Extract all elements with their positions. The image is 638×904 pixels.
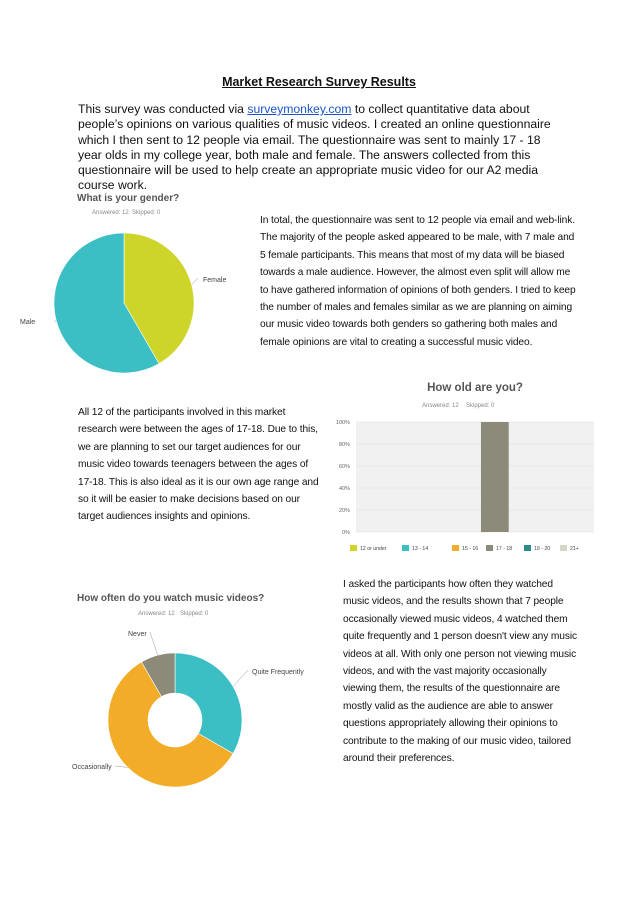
gender-skipped: Skipped: 0 <box>132 210 161 216</box>
intro-text-start: This survey was conducted via <box>78 102 248 116</box>
legend-label: 12 or under <box>360 546 387 552</box>
y-tick-label: 80% <box>338 442 350 448</box>
legend-swatch <box>560 545 567 551</box>
gender-question-title: What is your gender? <box>77 193 180 204</box>
legend-swatch <box>350 545 357 551</box>
page-title: Market Research Survey Results <box>222 75 416 89</box>
surveymonkey-link[interactable]: surveymonkey.com <box>247 102 352 116</box>
y-tick-label: 40% <box>338 486 350 492</box>
y-tick-label: 20% <box>338 508 350 514</box>
watch-answered: Answered: 12 <box>138 611 175 617</box>
age-answered: Answered: 12 <box>422 403 459 409</box>
gender-analysis-text: In total, the questionnaire was sent to 12 people via email and web-link. The majority of the people asked appeared to be male, with 7 male and 5 female participants. This means that most of my data will be biased towards a male audience. However, the almost even split will allow me to have gathered information of opinions of both genders. I tried to keep the number of males and females similar as we are planning on aiming our music video towards both genders so gathering both males and female opinions are vital to creating a successful music video. <box>260 215 576 348</box>
female-leader-line <box>192 278 198 285</box>
female-label: Female <box>203 277 227 284</box>
quite-frequently-label: Quite Frequently <box>252 669 304 676</box>
y-tick-label: 0% <box>342 530 350 536</box>
legend-label: 17 - 18 <box>496 546 513 552</box>
watch-analysis-text: I asked the participants how often they watched music videos, and the results shown that 7 people occasionally viewed music videos, 4 watched them quite frequently and 1 person doesn't view any music videos at all. With only one person not viewing music videos, and with the vast majority occasionally viewing them, the results of the questionnaire are mostly valid as the audience are able to answer questions appropriately allowing their opinions to contribute to the making of our music video, tailored around their preferences. <box>343 579 578 765</box>
quite-frequently-leader-line <box>233 670 248 687</box>
never-label: Never <box>128 631 147 638</box>
intro-paragraph <box>78 102 558 194</box>
watch-skipped: Skipped: 0 <box>180 611 209 617</box>
legend-label: 19 - 20 <box>534 546 551 552</box>
bar-17-18 <box>481 422 509 532</box>
legend-swatch <box>524 545 531 551</box>
occasionally-label: Occasionally <box>72 764 112 771</box>
legend-swatch <box>486 545 493 551</box>
legend-swatch <box>402 545 409 551</box>
y-tick-label: 60% <box>338 464 350 470</box>
legend-label: 21+ <box>570 546 579 552</box>
watch-question-title: How often do you watch music videos? <box>77 593 265 604</box>
legend-label: 15 - 16 <box>462 546 479 552</box>
age-skipped: Skipped: 0 <box>466 403 495 409</box>
intro-text-end: to collect quantitative data about people’s opinions on various qualities of music videos. I created an online questionnaire which I then sent to 12 people via email. The questionnaire was sent to mainly 17 - 18 year olds in my college year, both male and female. The answers collected from this questionnaire will be used to help create an appropriate music video for our A2 media course work. <box>78 102 551 193</box>
quite-frequently-slice <box>175 653 242 754</box>
age-bar-chart <box>330 412 600 562</box>
never-leader-line <box>150 632 158 655</box>
legend-swatch <box>452 545 459 551</box>
y-tick-label: 100% <box>335 420 350 426</box>
age-analysis-text: All 12 of the participants involved in this market research were between the ages of 17-18. Due to this, we are planning to set our target audiences for our music video towards teenagers between the ages of 17-18. This is also ideal as it is our own age range and so it will be easier to make decisions based on our target audiences insights and opinions. <box>78 407 319 523</box>
gender-answered: Answered: 12 <box>92 210 129 216</box>
age-plot-background <box>356 422 594 532</box>
occasionally-leader-line <box>115 766 128 767</box>
watch-donut-chart <box>60 620 310 790</box>
age-question-title: How old are you? <box>427 382 523 394</box>
gender-pie-chart <box>0 220 250 390</box>
legend-label: 13 - 14 <box>412 546 429 552</box>
male-label: Male <box>20 319 36 326</box>
